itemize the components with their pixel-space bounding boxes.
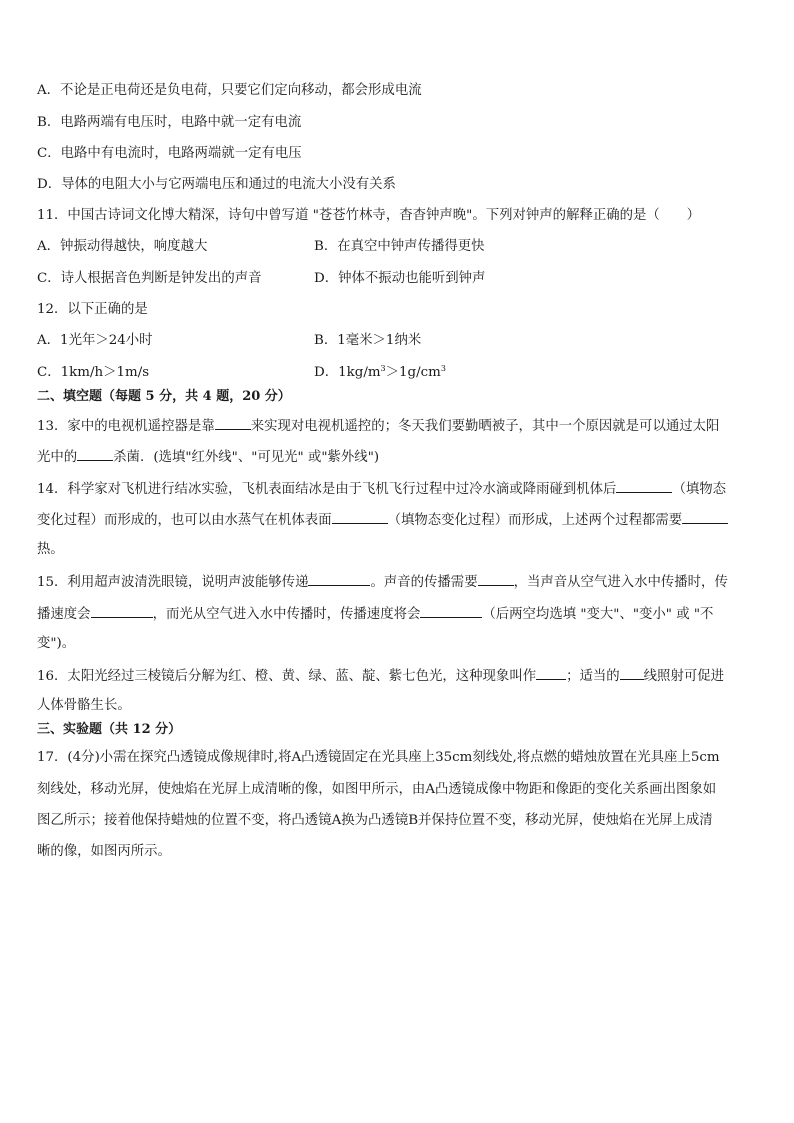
q11-option-d: D．钟体不振动也能听到钟声 xyxy=(314,271,486,286)
q13-text-2: 来实现对电视机遥控的；冬天我们要勤晒被子，其中一个原因就是可以通过太阳 xyxy=(250,419,720,434)
q15-blank-1 xyxy=(308,571,370,586)
q15-blank-2 xyxy=(478,571,514,586)
q12-stem: 12．以下正确的是 xyxy=(37,302,148,317)
q12-option-a: A．1光年＞24小时 xyxy=(37,333,153,348)
q16-blank-1 xyxy=(536,665,566,680)
q11-option-b: B．在真空中钟声传播得更快 xyxy=(314,239,485,254)
q10-option-c: C．电路中有电流时，电路两端就一定有电压 xyxy=(37,146,302,161)
q13-blank-2 xyxy=(77,446,113,461)
q17-line-1: 17．(4分)小需在探究凸透镜成像规律时,将A凸透镜固定在光具座上35cm刻线处,将点燃的蜡烛放置在光具座上5cm xyxy=(37,750,720,765)
q11-option-c: C．诗人根据音色判断是钟发出的声音 xyxy=(37,271,262,286)
q13-blank-1 xyxy=(215,415,251,430)
q14-text-1: 14．科学家对飞机进行结冰实验，飞机表面结冰是由于飞机飞行过程中过冷水滴或降雨碰到机体后 xyxy=(37,482,617,497)
q12-d-mid: ＞1g/cm xyxy=(385,365,441,380)
q17-line-4: 晰的像，如图丙所示。 xyxy=(37,844,171,859)
q16-blank-2 xyxy=(620,665,644,680)
q14-line-3: 热。 xyxy=(37,542,64,557)
q13-line-2 xyxy=(37,446,379,468)
q13-line-1 xyxy=(37,415,719,437)
q15-text-5: ，而光从空气进入水中传播时，传播速度将会 xyxy=(152,607,421,622)
q15-line-1 xyxy=(37,571,728,593)
q16-line-1 xyxy=(37,665,724,687)
q14-text-2: （填物态 xyxy=(672,482,727,497)
q16-text-2: ；适当的 xyxy=(566,669,620,684)
q16-line-2: 人体骨骼生长。 xyxy=(37,698,131,713)
q12-option-d xyxy=(314,363,446,383)
q14-line-2 xyxy=(37,509,728,531)
q15-line-3: 变")。 xyxy=(37,636,76,651)
q15-line-2 xyxy=(37,603,713,625)
q13-text-3: 光中的 xyxy=(37,450,78,465)
q14-blank-2 xyxy=(332,509,388,524)
q17-line-2: 刻线处，移动光屏，使烛焰在光屏上成清晰的像，如图甲所示，由A凸透镜成像中物距和像距的变化关系画出图象如 xyxy=(37,782,717,797)
q16-text-1: 16．太阳光经过三棱镜后分解为红、橙、黄、绿、蓝、靛、紫七色光，这种现象叫作 xyxy=(37,669,537,684)
q17-line-3: 图乙所示；接着他保持蜡烛的位置不变，将凸透镜A换为凸透镜B并保持位置不变，移动光屏，使烛焰在光屏上成清 xyxy=(37,813,713,828)
q16-text-3: 线照射可促进 xyxy=(643,669,725,684)
q14-blank-3 xyxy=(682,509,728,524)
q11-stem: 11．中国古诗词文化博大精深，诗句中曾写道 "苍苍竹林寺，杳杳钟声晚"。下列对钟声的解释正确的是（ ） xyxy=(37,208,700,223)
section-heading-fill-in: 二、填空题（每题 5 分，共 4 题，20 分） xyxy=(37,389,291,404)
q14-text-3: 变化过程）而形成的，也可以由水蒸气在机体表面 xyxy=(37,513,332,528)
q10-option-a: A．不论是正电荷还是负电荷，只要它们定向移动，都会形成电流 xyxy=(37,83,422,98)
q11-option-a: A．钟振动得越快，响度越大 xyxy=(37,239,208,254)
section-heading-experiment: 三、实验题（共 12 分） xyxy=(37,722,182,737)
q15-blank-3 xyxy=(91,603,153,618)
q14-text-4: （填物态变化过程）而形成，上述两个过程都需要 xyxy=(387,513,683,528)
q10-option-b: B．电路两端有电压时，电路中就一定有电流 xyxy=(37,115,302,130)
q12-option-b: B．1毫米＞1纳米 xyxy=(314,333,422,348)
q15-text-3: ，当声音从空气进入水中传播时，传 xyxy=(513,575,728,590)
q15-text-2: 。声音的传播需要 xyxy=(370,575,478,590)
q10-option-d: D．导体的电阻大小与它两端电压和通过的电流大小没有关系 xyxy=(37,177,396,192)
q15-text-4: 播速度会 xyxy=(37,607,91,622)
q12-d-sup2: 3 xyxy=(440,364,446,373)
q13-text-4: 杀菌．(选填"红外线"、"可见光" 或"紫外线") xyxy=(113,450,380,465)
q15-blank-4 xyxy=(420,603,482,618)
q15-text-6: （后两空均选填 "变大"、"变小" 或 "不 xyxy=(482,607,714,622)
q14-blank-1 xyxy=(616,478,672,493)
q12-d-pre: D．1kg/m xyxy=(314,365,381,380)
q14-line-1 xyxy=(37,478,726,500)
q13-text-1: 13．家中的电视机遥控器是靠 xyxy=(37,419,215,434)
q12-d-sup1: 3 xyxy=(380,364,386,373)
q12-option-c: C．1km/h＞1m/s xyxy=(37,365,150,380)
q15-text-1: 15．利用超声波清洗眼镜，说明声波能够传递 xyxy=(37,575,309,590)
